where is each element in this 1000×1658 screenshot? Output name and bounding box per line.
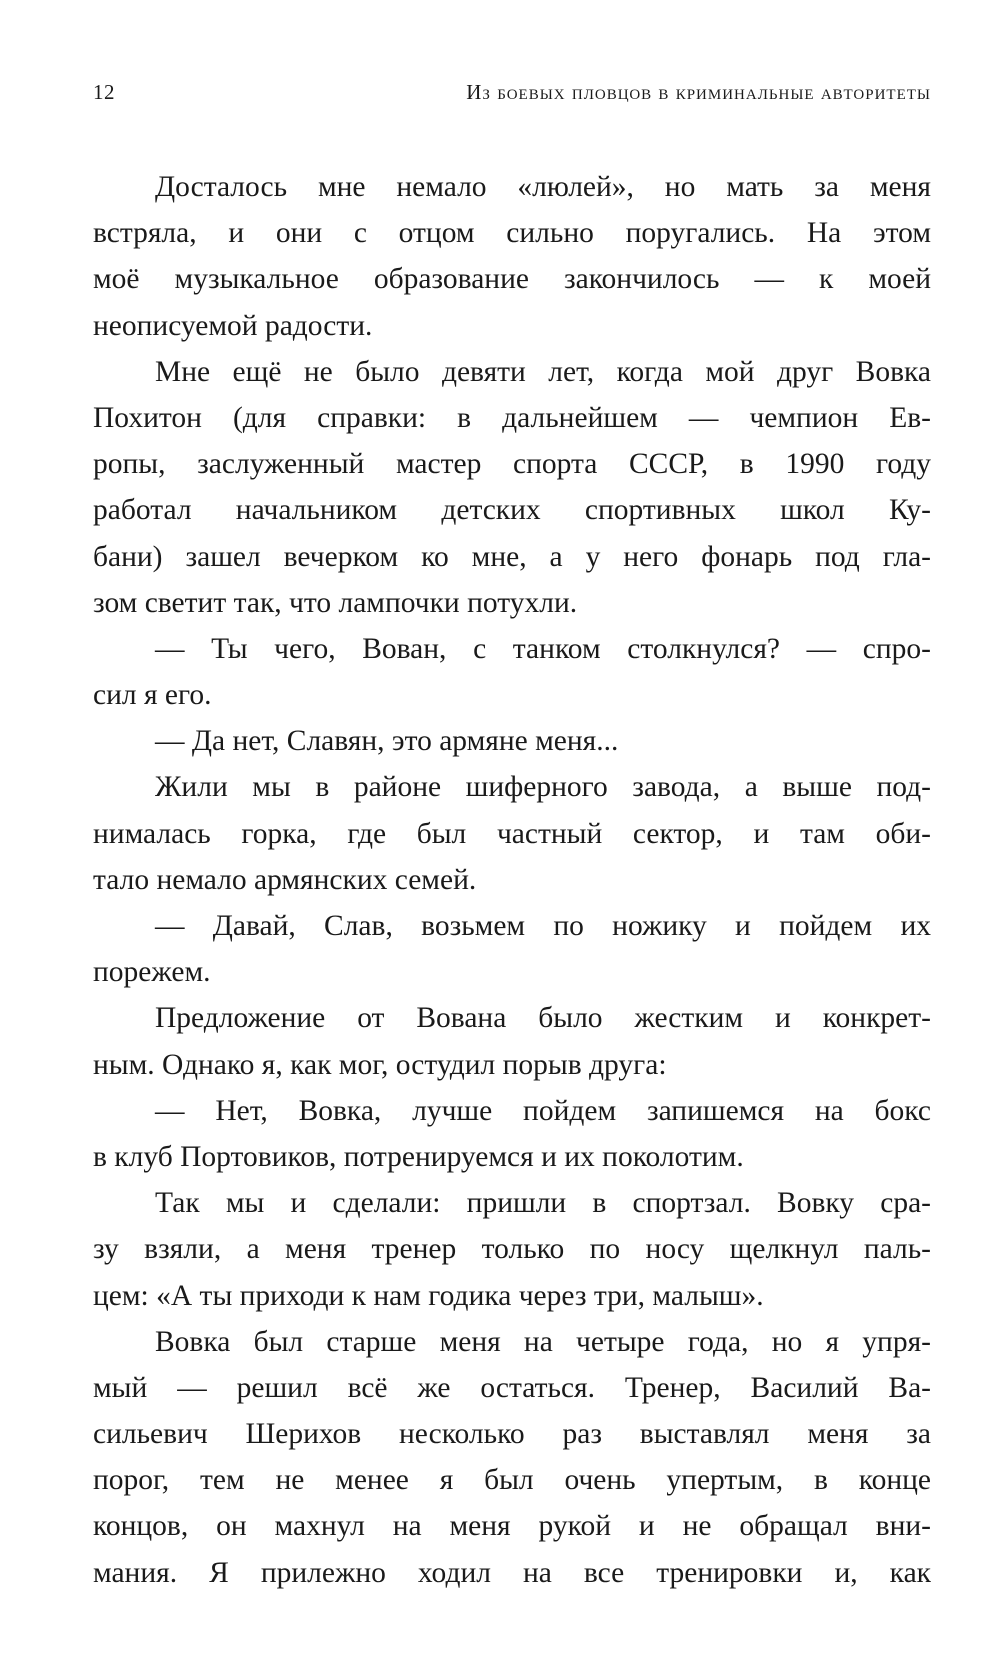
text-line: — Ты чего, Вован, с танком столкнулся? — спро- bbox=[155, 632, 931, 665]
running-title: Из боевых пловцов в криминальные авторитеты bbox=[466, 80, 931, 104]
text-line: ропы, заслуженный мастер спорта СССР, в 1990 году bbox=[93, 448, 931, 481]
text-line: сильевич Шерихов несколько раз выставлял меня за bbox=[93, 1418, 931, 1451]
text-line: — Давай, Слав, возьмем по ножику и пойдем их bbox=[155, 910, 931, 942]
text-line: зом светит так, что лампочки потухли. bbox=[93, 586, 578, 619]
text-line: бани) зашел вечерком ко мне, а у него фонарь под гла- bbox=[93, 540, 931, 573]
text-line: цем: «А ты приходи к нам годика через три, малыш». bbox=[93, 1279, 764, 1312]
text-line: работал начальником детских спортивных школ Ку- bbox=[93, 494, 931, 527]
text-line: мания. Я прилежно ходил на все тренировки и, как bbox=[93, 1556, 931, 1589]
text-line: Так мы и сделали: пришли в спортзал. Вовку сра- bbox=[155, 1187, 931, 1220]
text-line: нималась горка, где был частный сектор, и там оби- bbox=[93, 817, 931, 850]
text-line: неописуемой радости. bbox=[93, 309, 373, 342]
running-head bbox=[93, 80, 931, 110]
text-line: Вовка был старше меня на четыре года, но я упря- bbox=[155, 1325, 931, 1358]
text-line: Мне ещё не было девяти лет, когда мой друг Вовка bbox=[155, 355, 931, 388]
text-line: в клуб Портовиков, потренируемся и их поколотим. bbox=[93, 1140, 744, 1173]
text-line: Досталось мне немало «люлей», но мать за меня bbox=[155, 171, 931, 203]
text-line: Похитон (для справки: в дальнейшем — чемпион Ев- bbox=[93, 401, 931, 434]
text-line: Жили мы в районе шиферного завода, а выше под- bbox=[155, 771, 931, 804]
page-number: 12 bbox=[93, 80, 115, 104]
text-line: — Да нет, Славян, это армяне меня... bbox=[155, 725, 619, 758]
text-line: порог, тем не менее я был очень упертым, в конце bbox=[93, 1464, 931, 1497]
text-line: зу взяли, а меня тренер только по носу щелкнул паль- bbox=[93, 1233, 931, 1266]
text-line: моё музыкальное образование закончилось — к моей bbox=[93, 263, 931, 296]
text-line: встряла, и они с отцом сильно поругались. На этом bbox=[93, 217, 931, 250]
text-line: тало немало армянских семей. bbox=[93, 863, 477, 896]
text-line: концов, он махнул на меня рукой и не обращал вни- bbox=[93, 1510, 931, 1543]
text-line: мый — решил всё же остаться. Тренер, Василий Ва- bbox=[93, 1371, 931, 1404]
text-line: ным. Однако я, как мог, остудил порыв друга: bbox=[93, 1048, 667, 1081]
text-line: Предложение от Вована было жестким и конкрет- bbox=[155, 1002, 931, 1035]
text-line: порежем. bbox=[93, 956, 211, 989]
body-text bbox=[93, 164, 931, 1596]
text-line: сил я его. bbox=[93, 679, 212, 712]
text-line: — Нет, Вовка, лучше пойдем запишемся на бокс bbox=[155, 1094, 931, 1127]
